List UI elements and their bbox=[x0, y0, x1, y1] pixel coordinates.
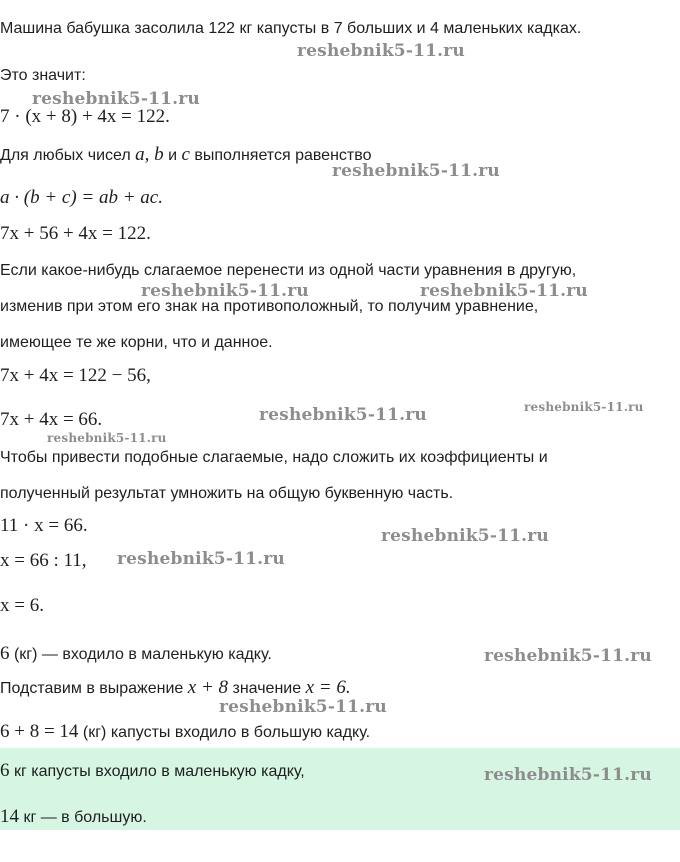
distributive-law: a · (b + c) = ab + ac. bbox=[0, 187, 163, 208]
substitution-text: Подставим в выражение x + 8 значение x = 6. bbox=[0, 677, 351, 698]
answer-line-1: 6 кг капусты входило в маленькую кадку, bbox=[0, 760, 305, 781]
small-barrel-result: 6 (кг) — входило в маленькую кадку. bbox=[0, 643, 272, 664]
watermark: reshebnik5-11.ru bbox=[32, 89, 200, 109]
watermark: reshebnik5-11.ru bbox=[297, 41, 465, 61]
watermark: reshebnik5-11.ru bbox=[420, 281, 588, 301]
equation-3: 7x + 4x = 122 − 56, bbox=[0, 365, 151, 386]
equation-4: 7x + 4x = 66. bbox=[0, 409, 103, 430]
equation-2: 7x + 56 + 4x = 122. bbox=[0, 223, 151, 244]
answer-line-2: 14 кг — в большую. bbox=[0, 806, 147, 827]
rule-transfer-line-1: Если какое-нибудь слагаемое перенести из одной части уравнения в другую, bbox=[0, 262, 577, 279]
big-barrel-result: 6 + 8 = 14 (кг) капусты входило в большую кадку. bbox=[0, 721, 371, 742]
rule-transfer-line-2: изменив при этом его знак на противоположный, то получим уравнение, bbox=[0, 298, 539, 315]
text-this-means: Это значит: bbox=[0, 67, 86, 84]
watermark: reshebnik5-11.ru bbox=[141, 281, 309, 301]
problem-statement: Машина бабушка засолила 122 кг капусты в 7 больших и 4 маленьких кадках. bbox=[0, 20, 582, 37]
rule-transfer-line-3: имеющее те же корни, что и данное. bbox=[0, 334, 273, 351]
watermark: reshebnik5-11.ru bbox=[47, 431, 167, 445]
watermark: reshebnik5-11.ru bbox=[381, 526, 549, 546]
watermark: reshebnik5-11.ru bbox=[117, 549, 285, 569]
rule-like-terms-line-1: Чтобы привести подобные слагаемые, надо сложить их коэффициенты и bbox=[0, 449, 548, 466]
equation-7: x = 6. bbox=[0, 595, 44, 616]
watermark: reshebnik5-11.ru bbox=[332, 161, 500, 181]
rule-like-terms-line-2: полученный результат умножить на общую буквенную часть. bbox=[0, 485, 454, 502]
watermark: reshebnik5-11.ru bbox=[484, 646, 652, 666]
watermark: reshebnik5-11.ru bbox=[259, 405, 427, 425]
equation-6: x = 66 : 11, bbox=[0, 550, 87, 571]
equation-1: 7 · (x + 8) + 4x = 122. bbox=[0, 106, 170, 127]
equation-5: 11 · x = 66. bbox=[0, 515, 88, 536]
watermark: reshebnik5-11.ru bbox=[484, 765, 652, 785]
watermark: reshebnik5-11.ru bbox=[524, 400, 644, 414]
distributive-intro: Для любых чисел a, b и c выполняется равенство bbox=[0, 144, 372, 165]
watermark: reshebnik5-11.ru bbox=[219, 697, 387, 717]
